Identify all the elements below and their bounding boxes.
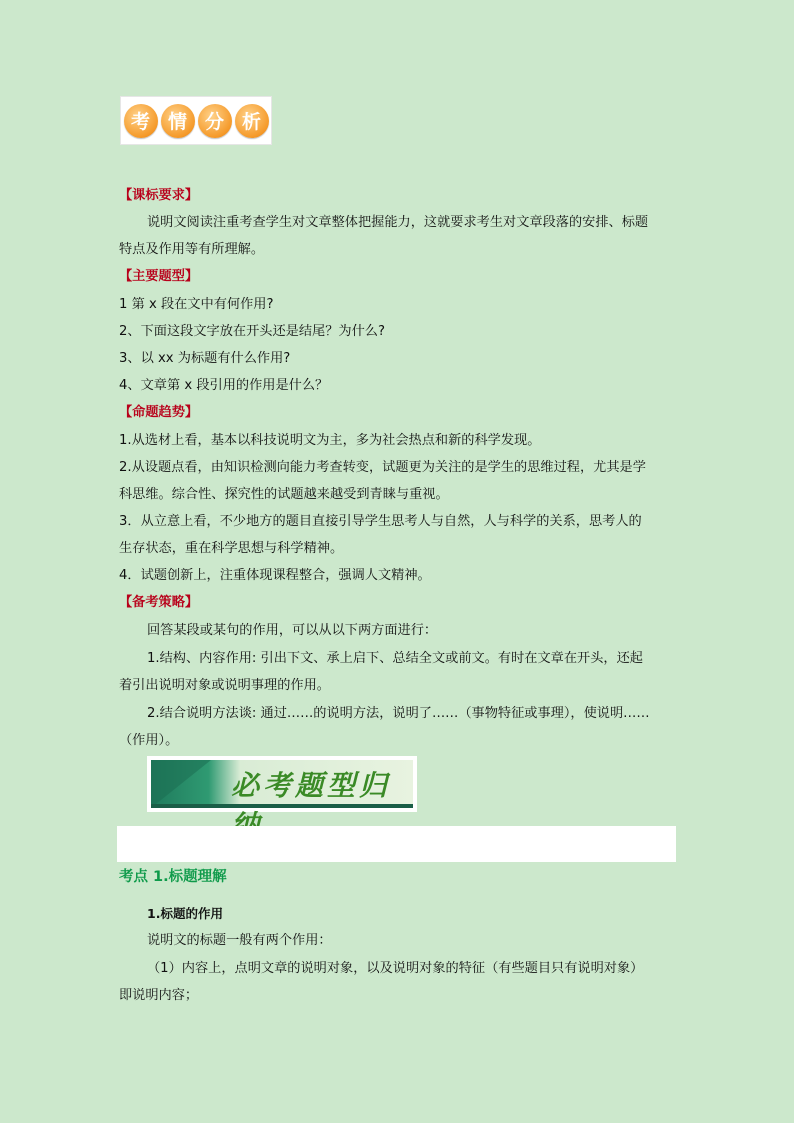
subheading: 1.标题的作用 bbox=[147, 906, 223, 921]
list-item: 3．从立意上看，不少地方的题目直接引导学生思考人与自然，人与科学的关系，思考人的 bbox=[119, 514, 642, 529]
paragraph-line: 即说明内容； bbox=[119, 988, 199, 1003]
paragraph-line: 着引出说明对象或说明事理的作用。 bbox=[119, 678, 330, 693]
banner-label: 必考题型归 bbox=[231, 769, 392, 802]
bikao-tixing-banner bbox=[147, 756, 417, 812]
paragraph-line: 说明文阅读注重考查学生对文章整体把握能力，这就要求考生对文章段落的安排、标题 bbox=[147, 215, 649, 230]
paragraph-line: 说明文的标题一般有两个作用： bbox=[147, 933, 332, 948]
list-item: 2、下面这段文字放在开头还是结尾？为什么? bbox=[119, 324, 385, 339]
list-item: 4．试题创新上，注重体现课程整合，强调人文精神。 bbox=[119, 568, 431, 583]
list-item: 科思维。综合性、探究性的试题越来越受到青睐与重视。 bbox=[119, 487, 449, 502]
kaodian-title: 考点 1.标题理解 bbox=[119, 869, 227, 885]
blank-band bbox=[117, 826, 676, 862]
banner-char: 考 bbox=[124, 104, 158, 138]
list-item: 3、以 xx 为标题有什么作用? bbox=[119, 351, 291, 366]
section-heading-beikao: 【备考策略】 bbox=[119, 595, 199, 610]
banner-char: 析 bbox=[235, 104, 269, 138]
list-item: 1.从选材上看，基本以科技说明文为主，多为社会热点和新的科学发现。 bbox=[119, 433, 541, 448]
banner-char: 分 bbox=[198, 104, 232, 138]
section-heading-kebiao: 【课标要求】 bbox=[119, 188, 199, 203]
list-item: 1 第 x 段在文中有何作用? bbox=[119, 297, 274, 312]
paragraph-line: （作用）。 bbox=[119, 733, 179, 748]
section-heading-mingti: 【命题趋势】 bbox=[119, 405, 199, 420]
paragraph-line: （1）内容上，点明文章的说明对象，以及说明对象的特征（有些题目只有说明对象） bbox=[147, 961, 644, 976]
section-heading-zhuyao: 【主要题型】 bbox=[119, 269, 199, 284]
list-item: 2.从设题点看，由知识检测向能力考查转变，试题更为关注的是学生的思维过程，尤其是学 bbox=[119, 460, 646, 475]
paragraph-line: 1.结构、内容作用: 引出下文、承上启下、总结全文或前文。有时在文章在开头，还起 bbox=[147, 651, 643, 666]
list-item: 生存状态，重在科学思想与科学精神。 bbox=[119, 541, 344, 556]
banner-decoration bbox=[151, 760, 211, 808]
paragraph-line: 2.结合说明方法谈: 通过……的说明方法，说明了……（事物特征或事理），使说明…… bbox=[147, 706, 650, 721]
kaoqing-fenxi-banner bbox=[120, 96, 272, 145]
banner-char: 情 bbox=[161, 104, 195, 138]
banner-underline bbox=[151, 804, 413, 808]
paragraph-line: 回答某段或某句的作用，可以从以下两方面进行： bbox=[147, 623, 438, 638]
list-item: 4、文章第 x 段引用的作用是什么？ bbox=[119, 378, 329, 393]
paragraph-line: 特点及作用等有所理解。 bbox=[119, 242, 265, 257]
